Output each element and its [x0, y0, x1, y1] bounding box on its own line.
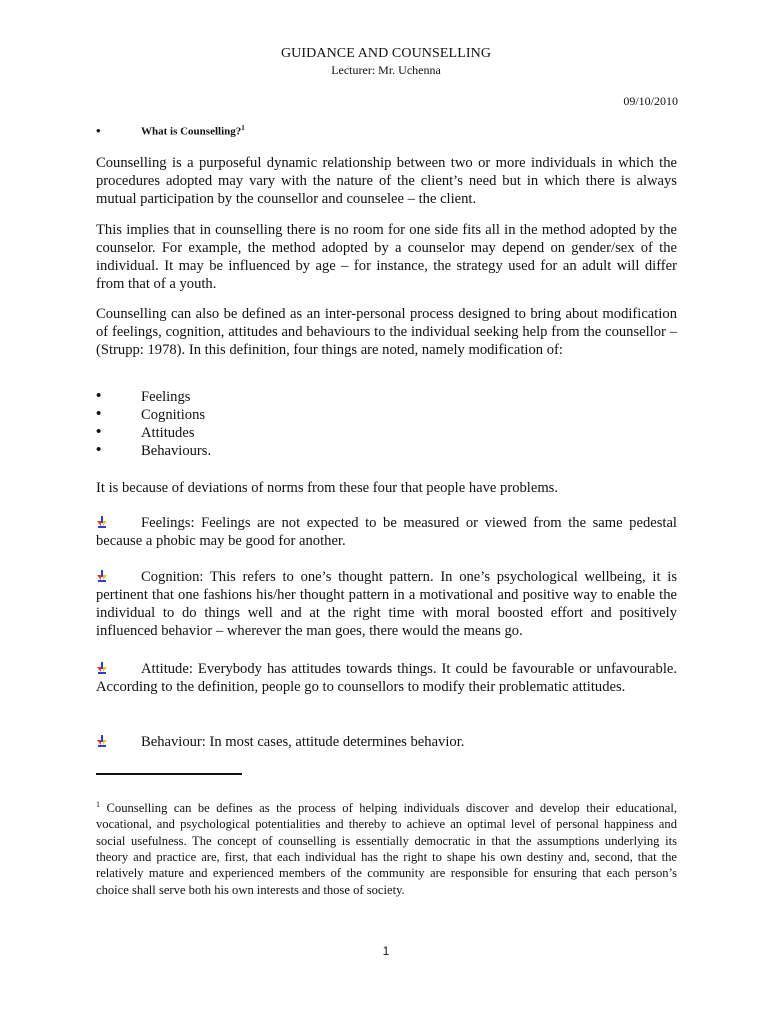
list-item-label: Behaviours.	[141, 443, 212, 459]
paragraph-implication: This implies that in counselling there is no room for one side fits all in the method adopted by the counselor. For example, the method adopted by a counselor may depend on gender/sex of the individual. It may be influenced by age – for instance, the strategy used for an adult will differ from that of a youth.	[96, 222, 677, 292]
footnote-ref[interactable]: 1	[241, 124, 245, 132]
paragraph-summary: It is because of deviations of norms from these four that people have problems.	[96, 480, 559, 496]
lecturer-line: Lecturer: Mr. Uchenna	[331, 63, 441, 77]
list-bullet: •	[96, 388, 102, 404]
list-item	[96, 442, 211, 460]
heading-label: What is Counselling?	[141, 125, 242, 138]
arrow-paragraph-text: Cognition: This refers to one’s thought pattern. In one’s psychological wellbeing, it is pertinent that one fashions his/her thought pattern in a motivational and positive way to enable the individual to do things well and at the right time with moral boosted effort and positively influenced behavior – wherever the man goes, there would the means go.	[96, 569, 677, 639]
list-bullet: •	[96, 424, 102, 440]
heading-bullet: •	[96, 123, 101, 138]
list-item	[96, 424, 211, 442]
list-bullet: •	[96, 442, 102, 458]
multicolor-arrow-bullet-icon	[96, 516, 108, 528]
footnote-text: Counselling can be defines as the process of helping individuals discover and develop their educational, vocational, and psychological potentialities and thereby to achieve an optimal level of personal happiness and social usefulness. The concept of counselling is essentially democratic in that the assumptions underlying its theory and practice are, first, that each individual has the right to shape his own destiny and, second, that the relatively mature and experienced members of the community are responsible for ensuring that each person’s choice shall serve both his own interests and those of society.	[96, 801, 678, 897]
section-heading-text	[141, 124, 245, 138]
list-item	[96, 406, 211, 424]
arrow-paragraph-text: Feelings: Feelings are not expected to be measured or viewed from the same pedestal because a phobic may be good for another.	[96, 515, 677, 549]
arrow-paragraph-text: Behaviour: In most cases, attitude determines behavior.	[141, 734, 465, 750]
arrow-paragraph-feelings	[96, 514, 677, 550]
list-bullet: •	[96, 406, 102, 422]
multicolor-arrow-bullet-icon	[96, 570, 108, 582]
list-item	[96, 388, 211, 406]
document-title: GUIDANCE AND COUNSELLING	[280, 46, 492, 61]
modification-list	[96, 388, 211, 460]
arrow-paragraph-cognition	[96, 568, 677, 640]
arrow-paragraph-attitude	[96, 660, 677, 696]
multicolor-arrow-bullet-icon	[96, 735, 108, 747]
arrow-paragraph-text: Attitude: Everybody has attitudes towards things. It could be favourable or unfavourable. According to the definition, people go to counsellors to modify their problematic attitudes.	[96, 661, 677, 695]
footnote-marker: 1	[96, 800, 100, 809]
footnote	[96, 797, 677, 898]
paragraph-strupp: Counselling can also be defined as an inter-personal process designed to bring about modification of feelings, cognition, attitudes and behaviours to the individual seeking help from the counsellor – (Strupp: 1978). In this definition, four things are noted, namely modification of:	[96, 306, 677, 358]
list-item-label: Feelings	[141, 389, 191, 405]
page-number: 1	[382, 944, 390, 958]
list-item-label: Attitudes	[141, 425, 195, 441]
footnote-separator	[96, 773, 242, 775]
arrow-paragraph-behaviour	[96, 733, 677, 751]
multicolor-arrow-bullet-icon	[96, 662, 108, 674]
paragraph-definition: Counselling is a purposeful dynamic relationship between two or more individuals in which the procedures adopted may vary with the nature of the client’s need but in which there is always mutual participation by the counsellor and counselee – the client.	[96, 155, 677, 207]
document-date: 09/10/2010	[623, 94, 678, 108]
list-item-label: Cognitions	[141, 407, 206, 423]
